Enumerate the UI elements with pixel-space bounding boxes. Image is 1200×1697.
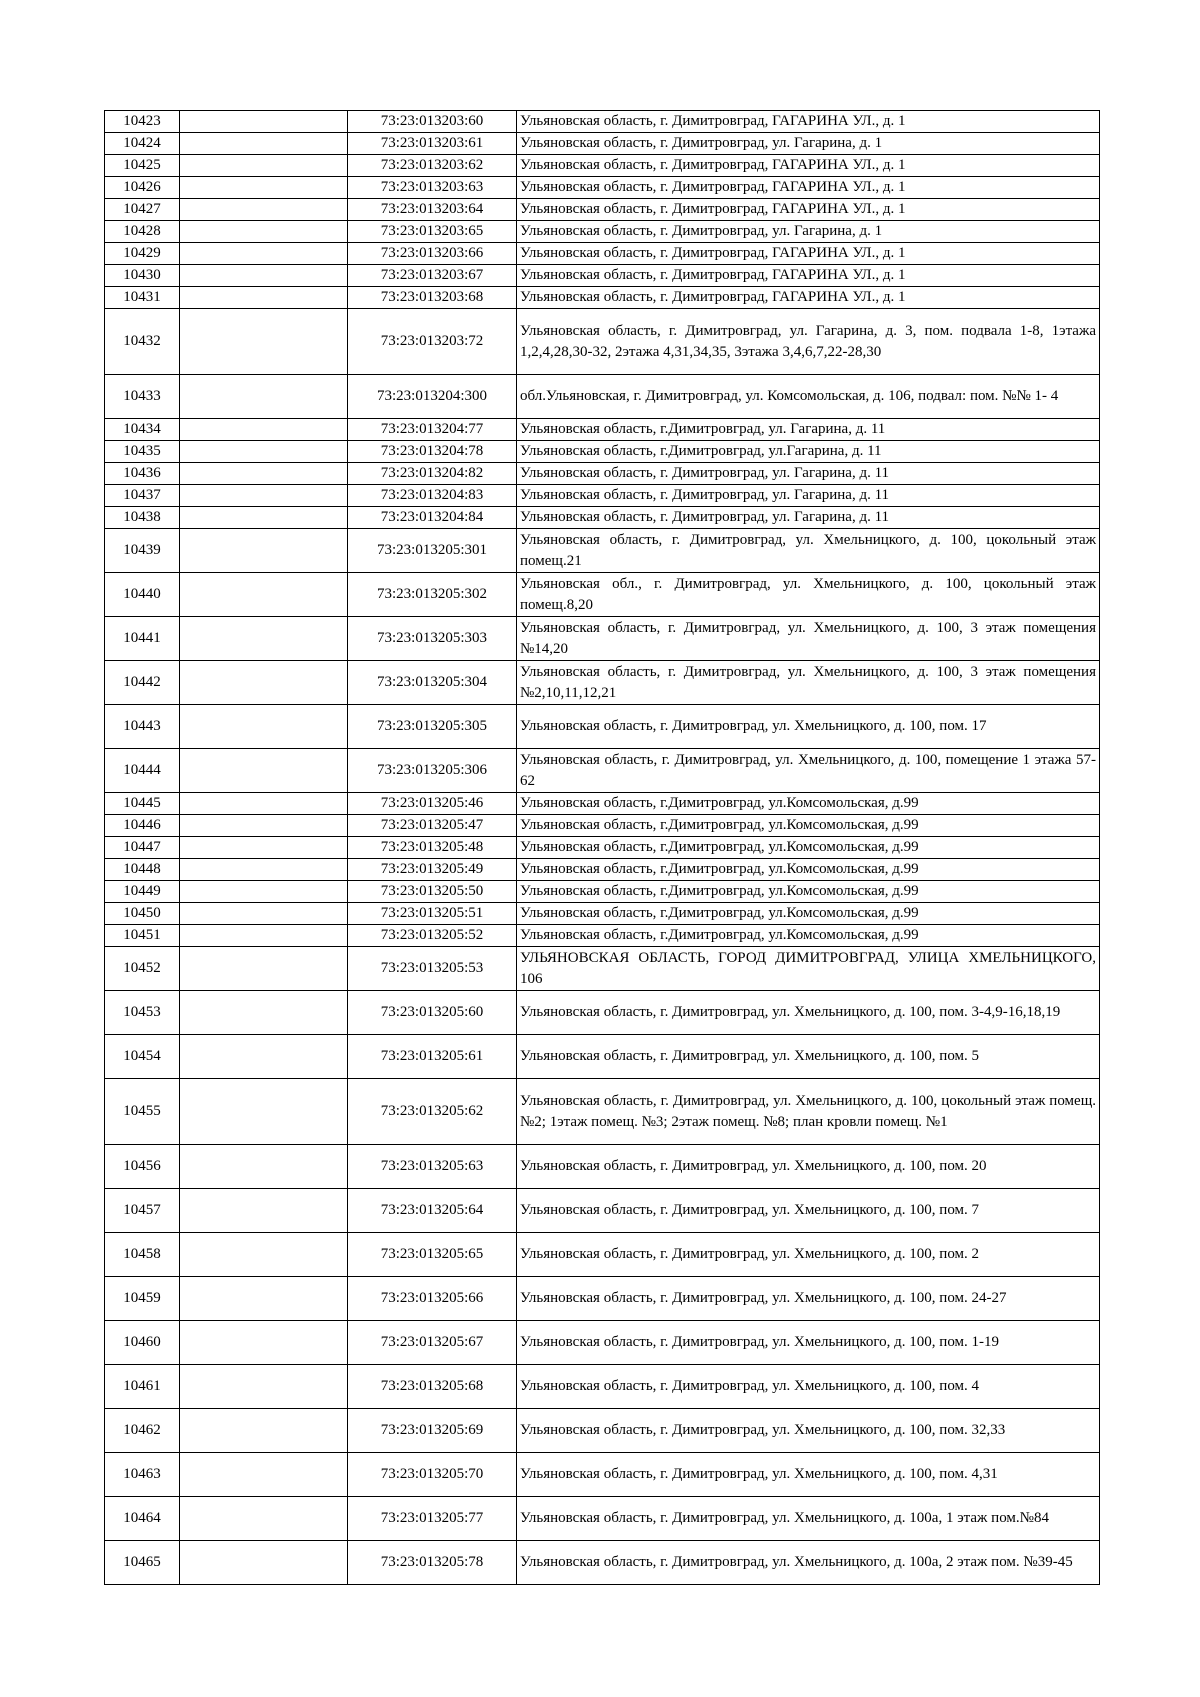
row-number-cell: 10452 (105, 947, 180, 991)
cadastral-number-cell: 73:23:013205:304 (348, 661, 517, 705)
address-cell: Ульяновская область, г. Димитровград, ул. Хмельницкого, д. 100, помещение 1 этажа 57-62 (517, 749, 1100, 793)
empty-cell (180, 155, 348, 177)
cadastral-number-cell: 73:23:013204:78 (348, 441, 517, 463)
table-row (105, 815, 1100, 837)
empty-cell (180, 485, 348, 507)
address-cell: Ульяновская область, г. Димитровград, ул. Хмельницкого, д. 100, пом. 2 (517, 1233, 1100, 1277)
row-number-cell: 10453 (105, 991, 180, 1035)
cadastral-number-cell: 73:23:013205:70 (348, 1453, 517, 1497)
address-cell: Ульяновская область, г. Димитровград, ГАГАРИНА УЛ., д. 1 (517, 199, 1100, 221)
cadastral-number-cell: 73:23:013205:60 (348, 991, 517, 1035)
table-row (105, 529, 1100, 573)
address-cell: Ульяновская область, г. Димитровград, ул. Хмельницкого, д. 100, пом. 32,33 (517, 1409, 1100, 1453)
row-number-cell: 10464 (105, 1497, 180, 1541)
row-number-cell: 10443 (105, 705, 180, 749)
cadastral-number-cell: 73:23:013205:68 (348, 1365, 517, 1409)
row-number-cell: 10423 (105, 111, 180, 133)
cadastral-number-cell: 73:23:013203:72 (348, 309, 517, 375)
row-number-cell: 10430 (105, 265, 180, 287)
row-number-cell: 10463 (105, 1453, 180, 1497)
cadastral-number-cell: 73:23:013203:61 (348, 133, 517, 155)
cadastral-number-cell: 73:23:013205:303 (348, 617, 517, 661)
table-row (105, 111, 1100, 133)
cadastral-number-cell: 73:23:013205:47 (348, 815, 517, 837)
empty-cell (180, 617, 348, 661)
address-cell: Ульяновская область, г.Димитровград, ул.Комсомольская, д.99 (517, 903, 1100, 925)
table-row (105, 925, 1100, 947)
address-cell: Ульяновская область, г.Димитровград, ул.Комсомольская, д.99 (517, 815, 1100, 837)
table-row (105, 1321, 1100, 1365)
row-number-cell: 10427 (105, 199, 180, 221)
address-cell: Ульяновская область, г. Димитровград, ул. Хмельницкого, д. 100, пом. 17 (517, 705, 1100, 749)
empty-cell (180, 199, 348, 221)
row-number-cell: 10456 (105, 1145, 180, 1189)
empty-cell (180, 1277, 348, 1321)
empty-cell (180, 441, 348, 463)
address-cell: Ульяновская область, г. Димитровград, ул. Хмельницкого, д. 100, пом. 20 (517, 1145, 1100, 1189)
table-row (105, 375, 1100, 419)
address-cell: Ульяновская область, г. Димитровград, ул. Хмельницкого, д. 100, пом. 4,31 (517, 1453, 1100, 1497)
table-row (105, 1277, 1100, 1321)
cadastral-number-cell: 73:23:013205:78 (348, 1541, 517, 1585)
cadastral-number-cell: 73:23:013205:67 (348, 1321, 517, 1365)
cadastral-number-cell: 73:23:013203:60 (348, 111, 517, 133)
table-row (105, 1233, 1100, 1277)
cadastral-number-cell: 73:23:013205:46 (348, 793, 517, 815)
cadastral-number-cell: 73:23:013205:301 (348, 529, 517, 573)
cadastral-number-cell: 73:23:013205:64 (348, 1189, 517, 1233)
row-number-cell: 10465 (105, 1541, 180, 1585)
address-cell: Ульяновская обл., г. Димитровград, ул. Хмельницкого, д. 100, цокольный этаж помещ.8,20 (517, 573, 1100, 617)
row-number-cell: 10440 (105, 573, 180, 617)
cadastral-number-cell: 73:23:013204:77 (348, 419, 517, 441)
cadastral-number-cell: 73:23:013205:51 (348, 903, 517, 925)
table-row (105, 859, 1100, 881)
table-row (105, 199, 1100, 221)
cadastral-number-cell: 73:23:013203:68 (348, 287, 517, 309)
address-cell: Ульяновская область, г. Димитровград, ул. Хмельницкого, д. 100, 3 этаж помещения №14,20 (517, 617, 1100, 661)
empty-cell (180, 837, 348, 859)
table-row (105, 903, 1100, 925)
address-cell: Ульяновская область, г.Димитровград, ул.Гагарина, д. 11 (517, 441, 1100, 463)
address-cell: Ульяновская область, г. Димитровград, ул. Хмельницкого, д. 100, цокольный этаж помещ.21 (517, 529, 1100, 573)
table-row (105, 1365, 1100, 1409)
table-row (105, 991, 1100, 1035)
cadastral-number-cell: 73:23:013203:63 (348, 177, 517, 199)
address-cell: Ульяновская область, г.Димитровград, ул.Комсомольская, д.99 (517, 881, 1100, 903)
address-cell: обл.Ульяновская, г. Димитровград, ул. Комсомольская, д. 106, подвал: пом. №№ 1- 4 (517, 375, 1100, 419)
address-cell: Ульяновская область, г. Димитровград, ул. Гагарина, д. 11 (517, 507, 1100, 529)
empty-cell (180, 1189, 348, 1233)
row-number-cell: 10435 (105, 441, 180, 463)
row-number-cell: 10431 (105, 287, 180, 309)
empty-cell (180, 1145, 348, 1189)
table-body (105, 111, 1100, 1585)
table-row (105, 441, 1100, 463)
row-number-cell: 10461 (105, 1365, 180, 1409)
row-number-cell: 10448 (105, 859, 180, 881)
row-number-cell: 10426 (105, 177, 180, 199)
address-cell: Ульяновская область, г. Димитровград, ГАГАРИНА УЛ., д. 1 (517, 265, 1100, 287)
address-cell: Ульяновская область, г. Димитровград, ул. Гагарина, д. 1 (517, 133, 1100, 155)
empty-cell (180, 1233, 348, 1277)
empty-cell (180, 1079, 348, 1145)
address-cell: Ульяновская область, г. Димитровград, ГАГАРИНА УЛ., д. 1 (517, 177, 1100, 199)
row-number-cell: 10455 (105, 1079, 180, 1145)
empty-cell (180, 309, 348, 375)
cadastral-number-cell: 73:23:013203:62 (348, 155, 517, 177)
cadastral-number-cell: 73:23:013205:48 (348, 837, 517, 859)
table-row (105, 705, 1100, 749)
address-cell: Ульяновская область, г. Димитровград, ул. Гагарина, д. 11 (517, 463, 1100, 485)
empty-cell (180, 991, 348, 1035)
cadastral-number-cell: 73:23:013203:67 (348, 265, 517, 287)
empty-cell (180, 903, 348, 925)
address-cell: Ульяновская область, г.Димитровград, ул.Комсомольская, д.99 (517, 925, 1100, 947)
empty-cell (180, 705, 348, 749)
empty-cell (180, 1541, 348, 1585)
address-cell: Ульяновская область, г. Димитровград, ул. Хмельницкого, д. 100, пом. 24-27 (517, 1277, 1100, 1321)
table-row (105, 1541, 1100, 1585)
table-row (105, 1035, 1100, 1079)
empty-cell (180, 507, 348, 529)
empty-cell (180, 1035, 348, 1079)
address-cell: Ульяновская область, г. Димитровград, ул. Хмельницкого, д. 100, цокольный этаж помещ. №2; 1этаж помещ. №3; 2этаж помещ. №8; план кровли помещ. №1 (517, 1079, 1100, 1145)
empty-cell (180, 947, 348, 991)
row-number-cell: 10459 (105, 1277, 180, 1321)
table-row (105, 1453, 1100, 1497)
table-row (105, 419, 1100, 441)
address-cell: Ульяновская область, г. Димитровград, ГАГАРИНА УЛ., д. 1 (517, 155, 1100, 177)
address-cell: Ульяновская область, г. Димитровград, ул. Хмельницкого, д. 100, пом. 5 (517, 1035, 1100, 1079)
row-number-cell: 10428 (105, 221, 180, 243)
table-row (105, 463, 1100, 485)
address-cell: Ульяновская область, г.Димитровград, ул.Комсомольская, д.99 (517, 793, 1100, 815)
cadastral-number-cell: 73:23:013205:63 (348, 1145, 517, 1189)
cadastral-number-cell: 73:23:013204:82 (348, 463, 517, 485)
table-row (105, 793, 1100, 815)
empty-cell (180, 749, 348, 793)
address-cell: Ульяновская область, г. Димитровград, ГАГАРИНА УЛ., д. 1 (517, 243, 1100, 265)
row-number-cell: 10451 (105, 925, 180, 947)
cadastral-number-cell: 73:23:013205:53 (348, 947, 517, 991)
cadastral-number-cell: 73:23:013204:84 (348, 507, 517, 529)
address-cell: Ульяновская область, г. Димитровград, ул. Хмельницкого, д. 100, пом. 4 (517, 1365, 1100, 1409)
row-number-cell: 10441 (105, 617, 180, 661)
empty-cell (180, 859, 348, 881)
address-cell: Ульяновская область, г. Димитровград, ул. Хмельницкого, д. 100, 3 этаж помещения №2,10,11,12,21 (517, 661, 1100, 705)
row-number-cell: 10438 (105, 507, 180, 529)
empty-cell (180, 793, 348, 815)
property-table (104, 110, 1100, 1585)
row-number-cell: 10436 (105, 463, 180, 485)
empty-cell (180, 815, 348, 837)
cadastral-number-cell: 73:23:013205:66 (348, 1277, 517, 1321)
table-row (105, 1145, 1100, 1189)
empty-cell (180, 1409, 348, 1453)
row-number-cell: 10437 (105, 485, 180, 507)
cadastral-number-cell: 73:23:013203:64 (348, 199, 517, 221)
row-number-cell: 10450 (105, 903, 180, 925)
table-row (105, 1497, 1100, 1541)
cadastral-number-cell: 73:23:013205:69 (348, 1409, 517, 1453)
row-number-cell: 10425 (105, 155, 180, 177)
row-number-cell: 10433 (105, 375, 180, 419)
table-row (105, 133, 1100, 155)
table-row (105, 243, 1100, 265)
row-number-cell: 10447 (105, 837, 180, 859)
row-number-cell: 10449 (105, 881, 180, 903)
row-number-cell: 10429 (105, 243, 180, 265)
table-row (105, 1079, 1100, 1145)
cadastral-number-cell: 73:23:013205:62 (348, 1079, 517, 1145)
row-number-cell: 10457 (105, 1189, 180, 1233)
empty-cell (180, 287, 348, 309)
empty-cell (180, 419, 348, 441)
table-row (105, 287, 1100, 309)
cadastral-number-cell: 73:23:013203:66 (348, 243, 517, 265)
empty-cell (180, 881, 348, 903)
cadastral-number-cell: 73:23:013204:300 (348, 375, 517, 419)
address-cell: Ульяновская область, г. Димитровград, ул. Гагарина, д. 1 (517, 221, 1100, 243)
address-cell: Ульяновская область, г. Димитровград, ул. Хмельницкого, д. 100а, 2 этаж пом. №39-45 (517, 1541, 1100, 1585)
row-number-cell: 10458 (105, 1233, 180, 1277)
cadastral-number-cell: 73:23:013205:65 (348, 1233, 517, 1277)
row-number-cell: 10446 (105, 815, 180, 837)
address-cell: Ульяновская область, г. Димитровград, ул. Хмельницкого, д. 100, пом. 3-4,9-16,18,19 (517, 991, 1100, 1035)
cadastral-number-cell: 73:23:013205:52 (348, 925, 517, 947)
empty-cell (180, 375, 348, 419)
address-cell: Ульяновская область, г.Димитровград, ул. Гагарина, д. 11 (517, 419, 1100, 441)
address-cell: Ульяновская область, г.Димитровград, ул.Комсомольская, д.99 (517, 859, 1100, 881)
table-row (105, 507, 1100, 529)
table-row (105, 573, 1100, 617)
empty-cell (180, 463, 348, 485)
address-cell: Ульяновская область, г.Димитровград, ул.Комсомольская, д.99 (517, 837, 1100, 859)
cadastral-number-cell: 73:23:013205:77 (348, 1497, 517, 1541)
empty-cell (180, 1453, 348, 1497)
cadastral-number-cell: 73:23:013205:50 (348, 881, 517, 903)
table-row (105, 1189, 1100, 1233)
table-row (105, 947, 1100, 991)
empty-cell (180, 1321, 348, 1365)
empty-cell (180, 1365, 348, 1409)
address-cell: Ульяновская область, г. Димитровград, ул. Гагарина, д. 3, пом. подвала 1-8, 1этажа 1,2,4,28,30-32, 2этажа 4,31,34,35, 3этажа 3,4,6,7,22-28,30 (517, 309, 1100, 375)
row-number-cell: 10462 (105, 1409, 180, 1453)
address-cell: УЛЬЯНОВСКАЯ ОБЛАСТЬ, ГОРОД ДИМИТРОВГРАД, УЛИЦА ХМЕЛЬНИЦКОГО, 106 (517, 947, 1100, 991)
empty-cell (180, 133, 348, 155)
empty-cell (180, 111, 348, 133)
empty-cell (180, 1497, 348, 1541)
address-cell: Ульяновская область, г. Димитровград, ул. Хмельницкого, д. 100а, 1 этаж пом.№84 (517, 1497, 1100, 1541)
address-cell: Ульяновская область, г. Димитровград, ул. Гагарина, д. 11 (517, 485, 1100, 507)
address-cell: Ульяновская область, г. Димитровград, ул. Хмельницкого, д. 100, пом. 1-19 (517, 1321, 1100, 1365)
table-row (105, 155, 1100, 177)
cadastral-number-cell: 73:23:013205:49 (348, 859, 517, 881)
empty-cell (180, 573, 348, 617)
table-row (105, 485, 1100, 507)
row-number-cell: 10445 (105, 793, 180, 815)
empty-cell (180, 925, 348, 947)
cadastral-number-cell: 73:23:013205:305 (348, 705, 517, 749)
row-number-cell: 10444 (105, 749, 180, 793)
table-row (105, 837, 1100, 859)
row-number-cell: 10460 (105, 1321, 180, 1365)
row-number-cell: 10439 (105, 529, 180, 573)
row-number-cell: 10442 (105, 661, 180, 705)
table-row (105, 221, 1100, 243)
empty-cell (180, 661, 348, 705)
table-row (105, 309, 1100, 375)
row-number-cell: 10432 (105, 309, 180, 375)
table-row (105, 617, 1100, 661)
table-row (105, 881, 1100, 903)
empty-cell (180, 243, 348, 265)
empty-cell (180, 265, 348, 287)
empty-cell (180, 177, 348, 199)
row-number-cell: 10424 (105, 133, 180, 155)
address-cell: Ульяновская область, г. Димитровград, ГАГАРИНА УЛ., д. 1 (517, 287, 1100, 309)
cadastral-number-cell: 73:23:013205:306 (348, 749, 517, 793)
cadastral-number-cell: 73:23:013205:61 (348, 1035, 517, 1079)
table-row (105, 265, 1100, 287)
table-row (105, 177, 1100, 199)
document-page (104, 110, 1099, 1585)
table-row (105, 661, 1100, 705)
address-cell: Ульяновская область, г. Димитровград, ГАГАРИНА УЛ., д. 1 (517, 111, 1100, 133)
empty-cell (180, 529, 348, 573)
address-cell: Ульяновская область, г. Димитровград, ул. Хмельницкого, д. 100, пом. 7 (517, 1189, 1100, 1233)
cadastral-number-cell: 73:23:013205:302 (348, 573, 517, 617)
cadastral-number-cell: 73:23:013204:83 (348, 485, 517, 507)
empty-cell (180, 221, 348, 243)
row-number-cell: 10454 (105, 1035, 180, 1079)
table-row (105, 1409, 1100, 1453)
cadastral-number-cell: 73:23:013203:65 (348, 221, 517, 243)
row-number-cell: 10434 (105, 419, 180, 441)
table-row (105, 749, 1100, 793)
